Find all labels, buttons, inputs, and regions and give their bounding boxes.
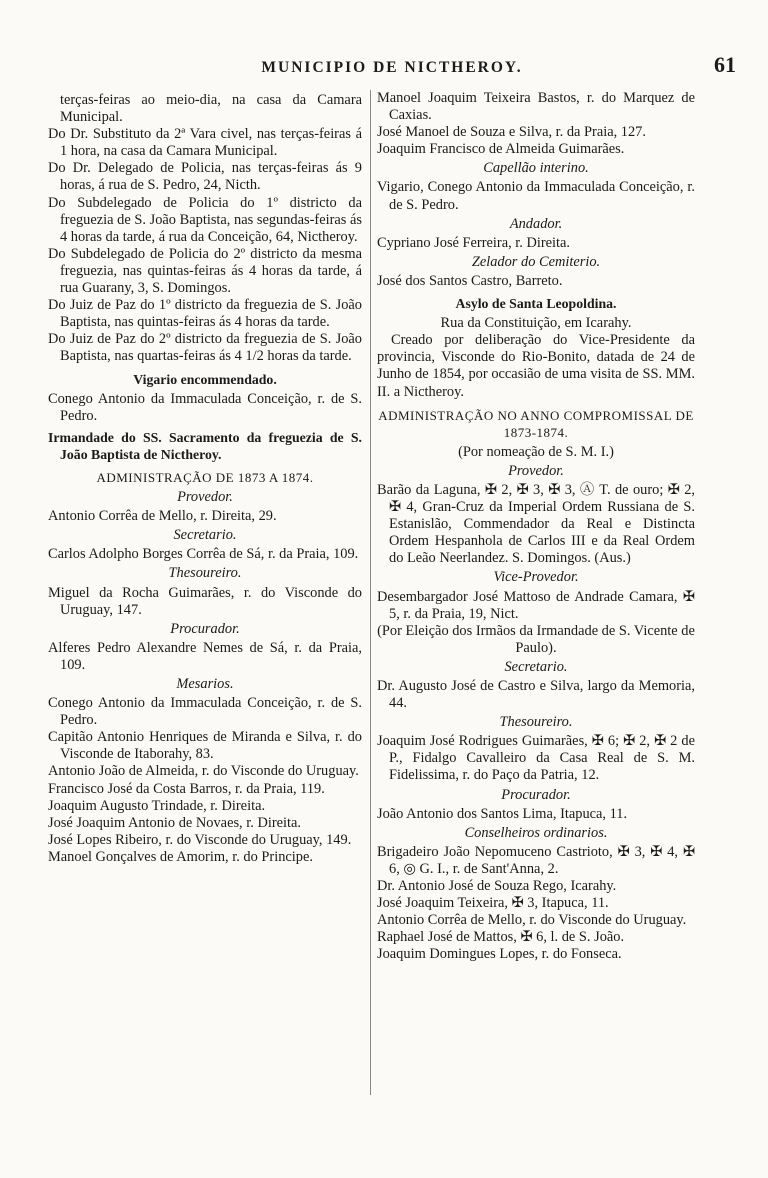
role-label: Andador. (509, 215, 563, 232)
role-label: Provedor. (177, 489, 233, 506)
page-number: 61 (714, 52, 736, 77)
entry: Antonio Corrêa de Mello, r. Direita, 29. (48, 508, 277, 525)
admin-heading: ADMINISTRAÇÃO NO ANNO COMPROMISSAL DE 1873-1874. (378, 407, 694, 440)
left-column (48, 92, 368, 866)
role-label: Secretario. (173, 527, 237, 544)
entry: Manoel Gonçalves de Amorim, r. do Principe. (48, 848, 313, 865)
role-label: Mesarios. (176, 676, 234, 692)
role-label: Zelador do Cemiterio. (471, 253, 601, 270)
role-label: Thesoureiro. (168, 565, 242, 582)
entry: Joaquim Francisco de Almeida Guimarães. (377, 141, 625, 158)
role-label: Secretario. (504, 658, 568, 675)
entry: Do Subdelegado de Policia do 1º districto da freguezia de S. João Baptista, nas segundas-feiras ás 4 horas da tarde, á rua da Conceição, 64, Nictheroy. (48, 194, 362, 245)
entry: Antonio Corrêa de Mello, r. do Visconde do Uruguay. (377, 912, 687, 929)
right-column (370, 90, 695, 1095)
eleicao-note: (Por Eleição dos Irmãos da Irmandade de S. Vicente de Paulo). (377, 622, 695, 656)
entry-continuation: terças-feiras ao meio-dia, na casa da Camara Municipal. (60, 92, 362, 126)
role-label: Procurador. (501, 786, 571, 803)
entry: Joaquim Domingues Lopes, r. do Fonseca. (377, 946, 622, 963)
entry: João Antonio dos Santos Lima, Itapuca, 11. (377, 805, 628, 822)
entry: Joaquim José Rodrigues Guimarães, ✠ 6; ✠ 2, ✠ 2 de P., Fidalgo Cavalleiro da Casa Real de S. M. Fidelissima, r. do Paço da Patria, 12. (377, 733, 695, 784)
entry: Joaquim Augusto Trindade, r. Direita. (48, 797, 266, 814)
entry: Brigadeiro João Nepomuceno Castrioto, ✠ 3, ✠ 4, ✠ 6, ◎ G. I., r. de Sant'Anna, 2. (377, 843, 695, 877)
entry: Antonio João de Almeida, r. do Visconde do Uruguay. (48, 763, 359, 780)
entry: Vigario, Conego Antonio da Immaculada Conceição, r. de S. Pedro. (377, 179, 695, 213)
section-heading-vigario: Vigario encommendado. (133, 371, 277, 387)
section-heading-asylo: Asylo de Santa Leopoldina. (455, 296, 617, 312)
entry: Do Juiz de Paz do 2º districto da freguezia de S. João Baptista, nas quartas-feiras ás 4 1/2 horas da tarde. (48, 331, 362, 365)
role-label: Capellão interino. (483, 160, 589, 177)
role-label: Vice-Provedor. (493, 569, 579, 586)
entry: José dos Santos Castro, Barreto. (377, 272, 563, 289)
entry: Conego Antonio da Immaculada Conceição, r. de S. Pedro. (48, 695, 362, 729)
entry: Do Dr. Delegado de Policia, nas terças-feiras ás 9 horas, á rua de S. Pedro, 24, Nicth. (48, 160, 362, 194)
entry: Desembargador José Mattoso de Andrade Camara, ✠ 5, r. da Praia, 19, Nict. (377, 588, 695, 622)
admin-heading: ADMINISTRAÇÃO DE 1873 A 1874. (96, 469, 314, 485)
entry: Francisco José da Costa Barros, r. da Praia, 119. (48, 780, 325, 797)
entry: Barão da Laguna, ✠ 2, ✠ 3, ✠ 3, Ⓐ T. de ouro; ✠ 2, ✠ 4, Gran-Cruz da Imperial Ordem Russiana de S. Estanislão, Commendador da Real e Distincta Ordem Hespanhola de Carlos III e da Real Ordem do Leão Neerlandez. S. Domingos. (Aus.) (377, 481, 695, 567)
role-label: Conselheiros ordinarios. (464, 824, 608, 841)
entry: Do Dr. Substituto da 2ª Vara civel, nas terças-feiras á 1 hora, na casa da Camara Municipal. (48, 126, 362, 160)
page-title: MUNICIPIO DE NICTHEROY. (261, 59, 523, 76)
entry: Carlos Adolpho Borges Corrêa de Sá, r. da Praia, 109. (48, 546, 359, 563)
asylo-description: Creado por deliberação do Vice-Presidente da provincia, Visconde do Rio-Bonito, datada de 24 de Junho de 1854, por occasião de uma visita de SS. MM. II. a Nictheroy. (377, 332, 695, 400)
entry: Conego Antonio da Immaculada Conceição, r. de S. Pedro. (48, 390, 362, 424)
entry: Dr. Augusto José de Castro e Silva, largo da Memoria, 44. (377, 678, 695, 712)
entry: Do Juiz de Paz do 1º districto da freguezia de S. João Baptista, nas quintas-feiras ás 4 horas da tarde. (48, 297, 362, 331)
asylo-address: Rua da Constituição, em Icarahy. (440, 315, 632, 332)
entry: José Manoel de Souza e Silva, r. da Praia, 127. (377, 124, 646, 141)
entry: Capitão Antonio Henriques de Miranda e Silva, r. do Visconde de Itaborahy, 83. (48, 729, 362, 763)
entry: Manoel Joaquim Teixeira Bastos, r. do Marquez de Caxias. (377, 90, 695, 124)
entry: Alferes Pedro Alexandre Nemes de Sá, r. da Praia, 109. (48, 639, 362, 673)
entry: José Joaquim Teixeira, ✠ 3, Itapuca, 11. (377, 895, 609, 912)
entry: José Joaquim Antonio de Novaes, r. Direita. (48, 814, 301, 831)
entry: José Lopes Ribeiro, r. do Visconde do Uruguay, 149. (48, 831, 352, 848)
page-header (48, 52, 736, 82)
section-heading-irmandade: Irmandade do SS. Sacramento da freguezia de S. João Baptista de Nictheroy. (48, 429, 362, 462)
nomeacao-note: (Por nomeação de S. M. I.) (458, 443, 614, 460)
entry: Miguel da Rocha Guimarães, r. do Visconde do Uruguay, 147. (48, 584, 362, 618)
entry: Raphael José de Mattos, ✠ 6, l. de S. João. (377, 929, 625, 946)
role-label: Thesoureiro. (499, 714, 573, 731)
entry: Dr. Antonio José de Souza Rego, Icarahy. (377, 878, 617, 895)
role-label: Procurador. (170, 620, 240, 637)
role-label: Provedor. (508, 462, 564, 479)
entry: Cypriano José Ferreira, r. Direita. (377, 234, 571, 251)
entry: Do Subdelegado de Policia do 2º districto da mesma freguezia, nas quintas-feiras ás 4 horas da tarde, á rua Guarany, 3, S. Domingos. (48, 245, 362, 297)
